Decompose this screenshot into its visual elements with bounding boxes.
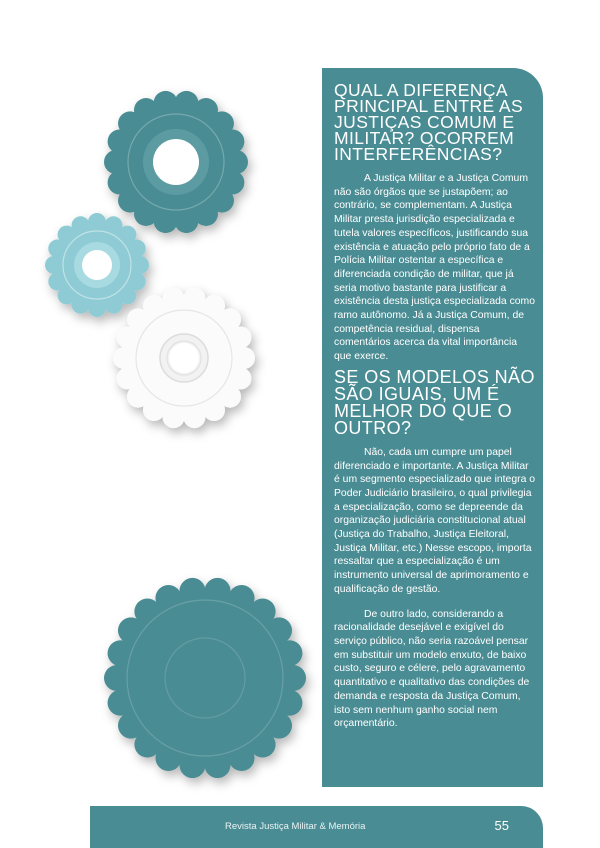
section-heading: SE OS MODELOS NÃO SÃO IGUAIS, UM É MELHOR DO QUE O OUTRO? <box>334 366 535 438</box>
gear-icon <box>113 288 255 428</box>
paragraph: A Justiça Militar e a Justiça Comum não são órgãos que se justapõem; ao contrário, se complementam. A Justiça Militar presta jurisdição especializada e tutela valores específicos, justificando sua existência e atuação pelo próprio fato de a Polícia Militar ostentar a específica e diferenciada condição de militar, que já seria motivo bastante para justificar a existência desta justiça especializada como ramo autônomo. Já a Justiça Comum, de competência residual, dispensa comentários acerca da vital importância que exerce. <box>334 173 535 363</box>
gear-icon <box>104 578 306 778</box>
section-heading: QUAL A DIFERENÇA PRINCIPAL ENTRE AS JUSTIÇAS COMUM E MILITAR? OCORREM INTERFERÊNCIAS? <box>334 80 524 164</box>
page-footer <box>90 806 543 848</box>
paragraph: Não, cada um cumpre um papel diferenciado e importante. A Justiça Militar é um segmento especializado que integra o Poder Judiciário brasileiro, o qual privilegia a especialização, como se depreende da organização judiciária constitucional atual (Justiça do Trabalho, Justiça Eleitoral, Justiça Militar, etc.) Nesse escopo, importa ressaltar que a especialização é um instrumento universal de aprimoramento e qualificação de gestão. <box>334 446 536 595</box>
gear-icon <box>104 91 248 233</box>
paragraph: De outro lado, considerando a racionalidade desejável e exigível do serviço público, não seria razoável pensar em substituir um modelo enxuto, de baixo custo, seguro e célere, pelo agravamento quantitativo e qualitativo das condições de demanda e resposta da Justiça Comum, isto sem nenhum ganho social nem orçamentário. <box>334 608 530 730</box>
publication-title: Revista Justiça Militar & Memória <box>225 821 366 832</box>
page-number: 55 <box>494 818 509 833</box>
article-panel <box>322 68 543 787</box>
gear-icon <box>45 213 149 317</box>
